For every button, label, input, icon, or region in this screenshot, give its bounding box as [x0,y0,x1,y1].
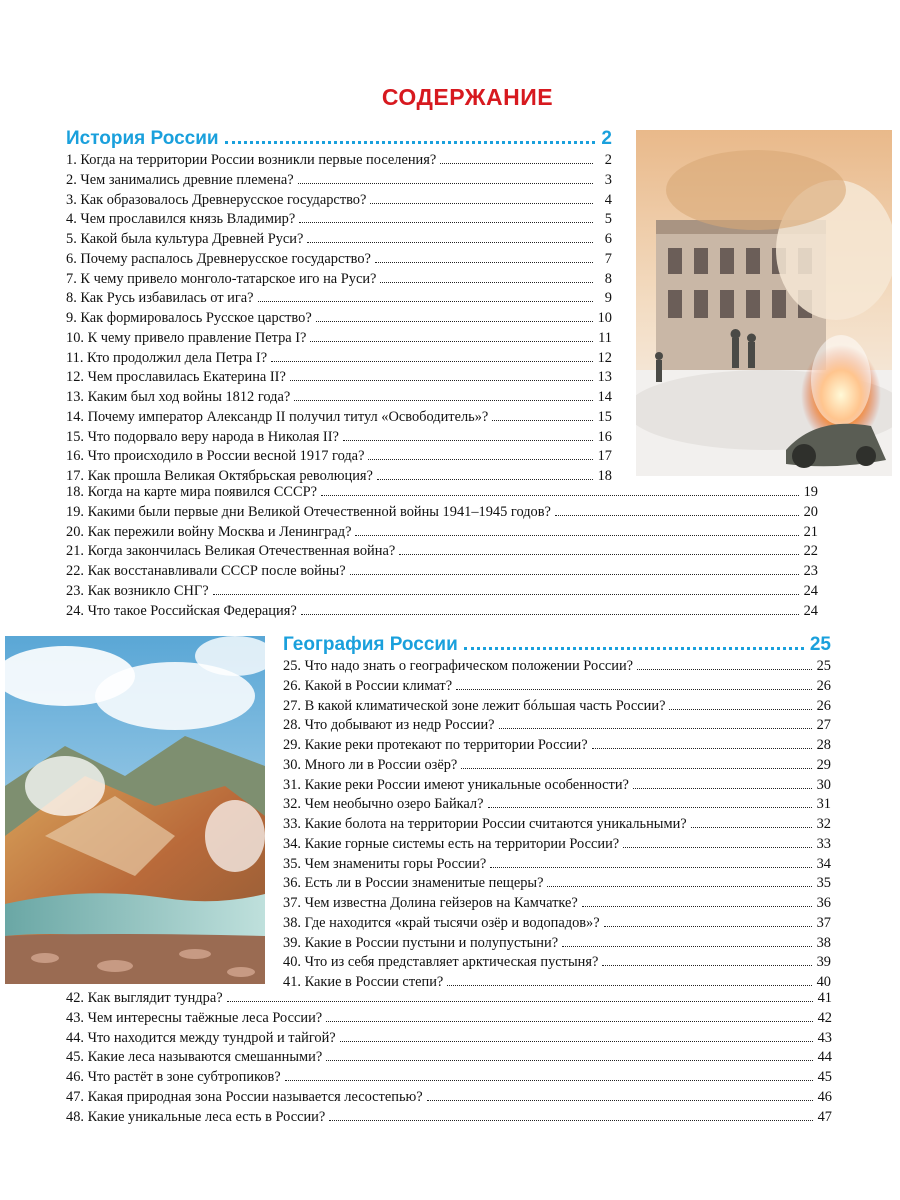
toc-entry[interactable] [66,409,612,429]
toc-entry[interactable] [283,856,831,876]
toc-entry-page: 41 [817,990,832,1006]
geography-list-top [283,658,831,994]
toc-entry-page: 14 [597,389,612,405]
leader-dots [562,946,812,947]
toc-entry-label: 31. Какие реки России имеют уникальные особенности? [283,776,629,793]
toc-entry-label: 23. Как возникло СНГ? [66,582,209,599]
toc-entry[interactable] [283,796,831,816]
toc-entry-page: 7 [604,250,612,267]
leader-dots [602,965,812,966]
leader-dots [604,926,812,927]
toc-entry-label: 5. Какой была культура Древней Руси? [66,231,304,247]
toc-entry-page: 25 [816,658,831,674]
toc-entry[interactable] [283,895,831,915]
toc-entry-label: 14. Почему император Александр II получил титул «Освободитель»? [66,408,489,425]
toc-entry[interactable] [66,310,612,330]
leader-dots [258,301,594,302]
toc-entry-label: 8. Как Русь избавилась от ига? [66,290,254,307]
toc-entry-label: 12. Чем прославилась Екатерина II? [66,369,286,386]
toc-entry[interactable] [66,484,818,504]
leader-dots [623,847,812,848]
toc-entry-label: 37. Чем известна Долина гейзеров на Камчатке? [283,895,578,911]
leader-dots [213,594,799,595]
toc-entry[interactable] [66,172,612,192]
toc-entry-label: 7. К чему привело монголо-татарское иго на Руси? [66,270,377,287]
toc-entry-label: 45. Какие леса называются смешанными? [66,1049,323,1066]
leader-dots [380,282,593,283]
toc-entry-page: 23 [803,563,818,579]
leader-dots [547,886,812,887]
leader-dots [499,728,812,729]
toc-entry-label: 32. Чем необычно озеро Байкал? [283,796,484,813]
toc-entry-page: 17 [597,448,612,465]
leader-dots [461,768,812,769]
toc-entry-page: 36 [816,895,831,911]
toc-entry-label: 1. Когда на территории России возникли первые поселения? [66,152,437,168]
toc-entry-page: 34 [816,855,831,872]
toc-entry[interactable] [66,330,612,350]
toc-entry-page: 12 [597,349,612,366]
geography-section [283,634,831,994]
toc-entry-label: 21. Когда закончилась Великая Отечественная война? [66,543,396,560]
toc-entry[interactable] [66,1089,832,1109]
toc-entry-page: 24 [803,602,818,619]
leader-dots [310,341,593,342]
leader-dots [669,709,812,710]
page-title: СОДЕРЖАНИЕ [381,84,554,110]
toc-entry[interactable] [283,935,831,955]
toc-entry-label: 42. Как выглядит тундра? [66,990,223,1006]
toc-entry[interactable] [283,678,831,698]
toc-entry-label: 16. Что происходило в России весной 1917 года? [66,448,365,465]
war-illustration [636,130,892,476]
toc-entry[interactable] [66,603,818,623]
toc-entry-page: 6 [604,231,612,247]
toc-entry-label: 43. Чем интересны таёжные леса России? [66,1009,323,1026]
toc-entry[interactable] [66,389,612,409]
toc-entry-label: 29. Какие реки протекают по территории России? [283,737,588,753]
toc-entry-page: 28 [816,737,831,753]
toc-entry-label: 38. Где находится «край тысячи озёр и водопадов»? [283,914,600,931]
toc-entry-page: 10 [597,310,612,326]
toc-entry-page: 38 [816,934,831,951]
toc-entry-label: 46. Что растёт в зоне субтропиков? [66,1069,281,1085]
toc-entry[interactable] [283,777,831,797]
leader-dots [582,906,812,907]
leader-dots [447,985,812,986]
leader-dots [464,647,804,650]
leader-dots [329,1120,813,1121]
toc-entry-label: 19. Какими были первые дни Великой Отечественной войны 1941–1945 годов? [66,503,551,520]
history-list-bottom [66,484,818,622]
history-section [66,128,612,488]
geography-list-bottom-wrap [66,990,832,1128]
toc-entry[interactable] [66,1010,832,1030]
toc-entry-page: 5 [604,211,612,228]
toc-entry-label: 33. Какие болота на территории России считаются уникальными? [283,816,687,832]
toc-entry[interactable] [66,152,612,172]
toc-entry-page: 42 [817,1009,832,1026]
toc-entry-page: 44 [817,1049,832,1066]
leader-dots [592,748,812,749]
leader-dots [377,479,593,480]
leader-dots [285,1080,813,1081]
history-heading: История России [66,128,219,149]
leader-dots [355,535,799,536]
toc-entry-label: 6. Почему распалось Древнерусское государство? [66,250,371,267]
leader-dots [427,1100,813,1101]
toc-entry-page: 13 [597,369,612,386]
toc-entry-page: 22 [803,543,818,560]
toc-entry[interactable] [66,563,818,583]
history-list-top [66,152,612,488]
leader-dots [326,1060,813,1061]
history-list-bottom-wrap [66,484,818,622]
toc-entry-label: 40. Что из себя представляет арктическая пустыня? [283,954,599,971]
toc-entry[interactable] [283,915,831,935]
toc-entry-label: 24. Что такое Российская Федерация? [66,602,297,619]
leader-dots [343,440,593,441]
toc-entry[interactable] [66,211,612,231]
toc-entry-label: 17. Как прошла Великая Октябрьская революция? [66,468,373,484]
toc-entry-label: 47. Какая природная зона России называется лесостепью? [66,1088,423,1105]
toc-entry-label: 18. Когда на карте мира появился СССР? [66,484,317,500]
leader-dots [490,867,812,868]
toc-entry-label: 41. Какие в России степи? [283,974,444,990]
geography-list-bottom [66,990,832,1128]
toc-entry-page: 39 [816,954,831,971]
geyser-valley-illustration [5,636,265,984]
toc-entry-label: 4. Чем прославился князь Владимир? [66,211,296,228]
toc-entry[interactable] [283,737,831,757]
toc-entry-label: 20. Как пережили войну Москва и Ленинград? [66,523,352,540]
toc-entry-page: 4 [604,191,612,208]
toc-entry-page: 3 [604,171,612,188]
toc-entry-label: 26. Какой в России климат? [283,677,453,694]
geography-heading-page: 25 [809,634,831,655]
leader-dots [271,361,593,362]
leader-dots [488,807,813,808]
history-heading-page: 2 [601,128,612,149]
toc-entry-label: 25. Что надо знать о географическом положении России? [283,658,634,674]
toc-entry-label: 35. Чем знамениты горы России? [283,855,487,872]
leader-dots [691,827,812,828]
toc-entry[interactable] [66,350,612,370]
leader-dots [637,669,812,670]
leader-dots [440,163,593,164]
leader-dots [368,459,593,460]
toc-entry[interactable] [283,875,831,895]
toc-entry-page: 26 [816,677,831,694]
toc-entry-page: 40 [816,974,831,990]
leader-dots [301,614,799,615]
toc-entry-page: 18 [597,468,612,484]
toc-entry-page: 29 [816,756,831,773]
toc-entry[interactable] [66,524,818,544]
toc-entry[interactable] [66,583,818,603]
toc-entry-label: 22. Как восстанавливали СССР после войны? [66,563,346,579]
toc-entry-label: 30. Много ли в России озёр? [283,756,458,773]
toc-entry-label: 34. Какие горные системы есть на территории России? [283,835,620,852]
toc-entry-page: 37 [816,914,831,931]
leader-dots [298,183,593,184]
toc-entry[interactable] [283,698,831,718]
toc-entry[interactable] [66,271,612,291]
leader-dots [326,1021,813,1022]
toc-entry-page: 26 [816,697,831,714]
toc-entry[interactable] [66,1030,832,1050]
toc-entry[interactable] [66,990,832,1010]
toc-entry-page: 45 [817,1069,832,1085]
toc-entry[interactable] [66,504,818,524]
toc-entry-label: 11. Кто продолжил дела Петра I? [66,349,268,366]
toc-entry-label: 39. Какие в России пустыни и полупустыни? [283,934,559,951]
leader-dots [294,400,593,401]
leader-dots [399,554,799,555]
toc-entry-label: 2. Чем занимались древние племена? [66,171,294,188]
leader-dots [307,242,593,243]
toc-entry-page: 21 [803,523,818,540]
geography-heading: География России [283,634,458,655]
leader-dots [555,515,799,516]
toc-entry[interactable] [283,717,831,737]
leader-dots [375,262,593,263]
toc-entry-label: 3. Как образовалось Древнерусское государство? [66,191,367,208]
toc-entry[interactable] [66,192,612,212]
leader-dots [350,574,799,575]
toc-entry-page: 15 [597,408,612,425]
toc-entry-label: 9. Как формировалось Русское царство? [66,310,312,326]
toc-entry-label: 15. Что подорвало веру народа в Николая II? [66,428,339,445]
leader-dots [456,689,812,690]
toc-entry-label: 10. К чему привело правление Петра I? [66,329,307,346]
toc-entry[interactable] [66,251,612,271]
leader-dots [299,222,593,223]
toc-entry-page: 32 [816,816,831,832]
leader-dots [492,420,593,421]
history-heading-row[interactable] [66,128,612,152]
toc-entry-page: 24 [803,582,818,599]
toc-entry[interactable] [66,290,612,310]
toc-entry-page: 35 [816,875,831,892]
toc-entry-page: 16 [597,428,612,445]
leader-dots [370,203,593,204]
toc-entry[interactable] [283,836,831,856]
toc-entry[interactable] [66,448,612,468]
toc-entry[interactable] [283,816,831,836]
toc-entry-page: 47 [817,1108,832,1125]
leader-dots [227,1001,813,1002]
toc-entry-page: 30 [816,776,831,793]
toc-entry[interactable] [66,429,612,449]
toc-entry-page: 46 [817,1088,832,1105]
toc-entry-page: 31 [816,796,831,813]
geography-heading-row[interactable] [283,634,831,658]
leader-dots [225,141,596,144]
toc-entry-page: 27 [816,717,831,734]
toc-entry[interactable] [66,369,612,389]
toc-entry[interactable] [66,543,818,563]
toc-entry-label: 48. Какие уникальные леса есть в России? [66,1108,326,1125]
toc-entry[interactable] [66,231,612,251]
toc-entry-label: 27. В какой климатической зоне лежит бóльшая часть России? [283,697,666,714]
toc-entry-label: 44. Что находится между тундрой и тайгой? [66,1029,336,1046]
toc-entry-page: 20 [803,503,818,520]
leader-dots [340,1041,813,1042]
leader-dots [316,321,593,322]
toc-entry-page: 19 [803,484,818,500]
toc-entry-label: 36. Есть ли в России знаменитые пещеры? [283,875,544,892]
toc-entry-page: 2 [604,152,612,168]
toc-entry-page: 43 [817,1029,832,1046]
toc-entry-page: 33 [816,835,831,852]
leader-dots [633,788,812,789]
leader-dots [321,495,799,496]
toc-entry-page: 11 [598,329,612,346]
toc-entry[interactable] [283,954,831,974]
toc-entry-page: 8 [604,270,612,287]
toc-entry[interactable] [283,658,831,678]
toc-entry[interactable] [66,1109,832,1129]
leader-dots [290,380,593,381]
toc-entry-page: 9 [604,290,612,307]
toc-entry-label: 28. Что добывают из недр России? [283,717,495,734]
toc-entry-label: 13. Каким был ход войны 1812 года? [66,389,291,405]
toc-entry[interactable] [66,1049,832,1069]
toc-entry[interactable] [66,1069,832,1089]
toc-entry[interactable] [283,757,831,777]
